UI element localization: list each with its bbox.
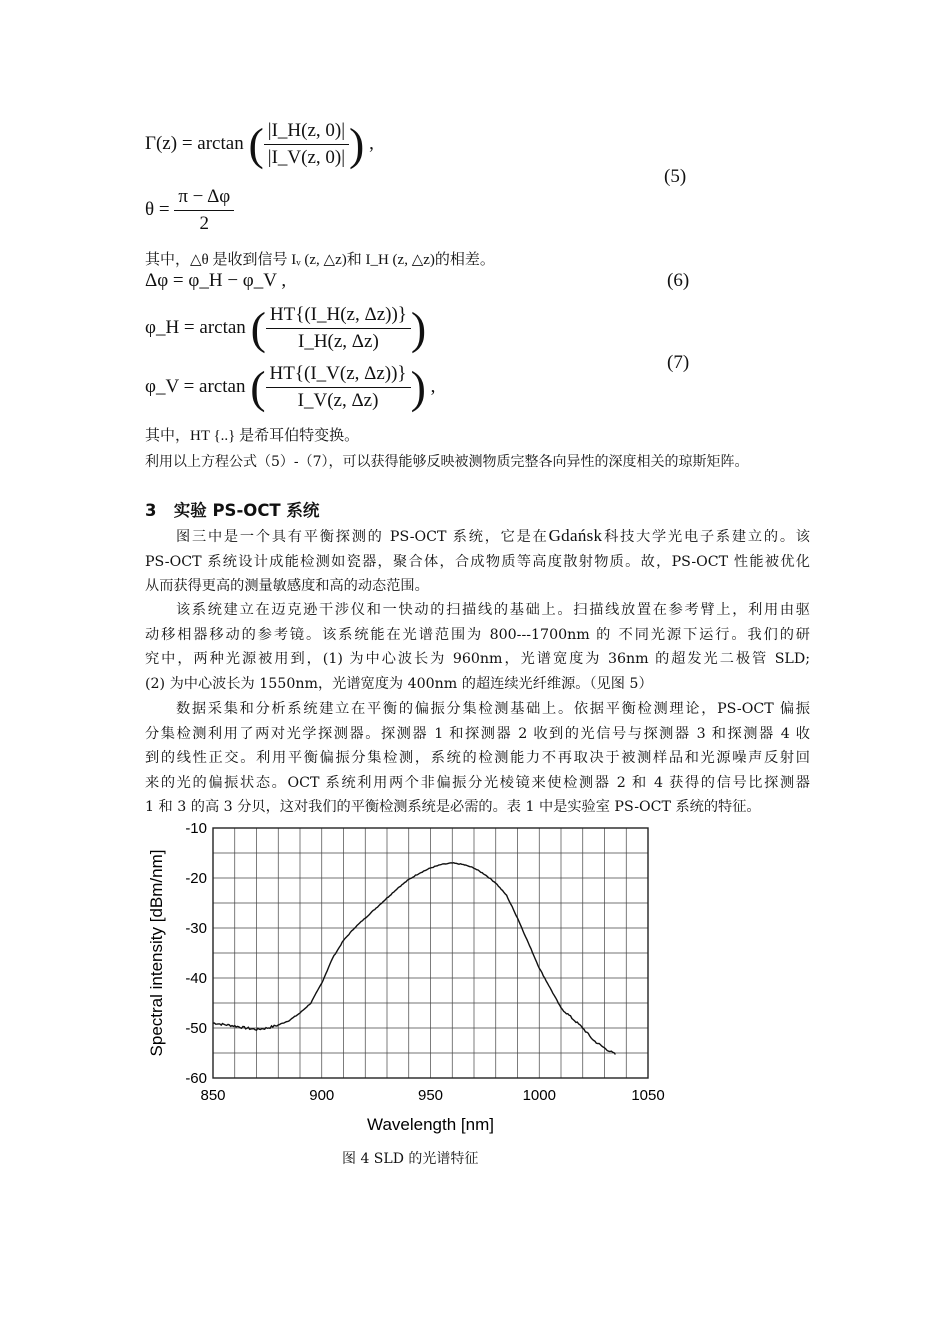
text-after-eq5: 其中，△θ 是收到信号 Iᵥ (z, △z)和 I_H (z, △z)的相差。 (145, 252, 495, 268)
eq7-h-numerator: HT{(I_H(z, Δz))} (266, 304, 411, 329)
right-paren: ) (410, 302, 427, 354)
y-tick-label: -20 (185, 870, 207, 887)
equation-5-gamma (145, 120, 374, 169)
eq5-theta-denominator: 2 (199, 213, 210, 234)
y-tick-label: -40 (185, 970, 207, 987)
x-tick-label: 1050 (631, 1087, 665, 1104)
gdansk-text: Gdańsk (548, 526, 603, 545)
paragraph-1 (145, 524, 810, 599)
section-heading (145, 497, 319, 521)
right-paren: ) (410, 361, 426, 413)
left-paren: ( (250, 302, 266, 354)
paragraph-line: (2) 为中心波长为 1550nm，光谱宽度为 400nm 的超连续光纤维源。（见图 5） (145, 675, 653, 692)
eq5-gamma-lhs: Γ(z) = arctan (145, 132, 244, 154)
eq5-theta-numerator: π − Δφ (174, 186, 234, 211)
equation-5-number: (5) (664, 166, 687, 187)
paragraph-line: PS-OCT 系统设计成能检测如瓷器，聚合体，合成物质等高度散射物质。故，PS-OCT 性能被优化 (145, 553, 810, 570)
paragraph-line: 分集检测利用了两对光学探测器。探测器 1 和探测器 2 收到的光信号与探测器 3 和探测器 4 收 (145, 725, 810, 742)
eq5-comma: , (369, 132, 374, 154)
y-tick-label: -10 (185, 820, 207, 837)
x-tick-label: 900 (309, 1087, 335, 1104)
sld-spectrum-chart (140, 815, 680, 1145)
section-title: 实验 PS-OCT 系统 (173, 501, 320, 520)
right-paren: ) (349, 118, 365, 170)
paragraph-line: 图三中是一个具有平衡探测的 PS-OCT 系统，它是在Gdańsk科技大学光电子系建立的。该 (176, 526, 810, 545)
eq5-theta-fraction (174, 186, 234, 235)
equation-6: Δφ = φ_H − φ_V , (145, 270, 287, 291)
summary-text: 利用以上方程公式（5）-（7），可以获得能够反映被测物质完整各向异性的深度相关的琼斯矩阵。 (145, 454, 749, 470)
y-tick-label: -30 (185, 920, 207, 937)
equation-7-h (145, 304, 426, 353)
paragraph-line: 1 和 3 的高 3 分贝，这对我们的平衡检测系统是必需的。表 1 中是实验室 PS-OCT 系统的特征。 (145, 799, 761, 815)
eq5-theta-lhs: θ = (145, 198, 170, 220)
y-tick-label: -60 (185, 1070, 207, 1087)
y-axis-label: Spectral intensity [dBm/nm] (147, 849, 166, 1057)
chart-grid (213, 828, 648, 1078)
equation-7-number: (7) (667, 352, 690, 373)
x-axis-label: Wavelength [nm] (367, 1115, 494, 1134)
eq7-v-denominator: I_V(z, Δz) (297, 390, 379, 411)
eq5-gamma-denominator: |I_V(z, 0)| (267, 147, 346, 168)
figure-caption: 图 4 SLD 的光谱特征 (342, 1151, 479, 1167)
eq7-comma: , (430, 375, 436, 397)
text-after-eq7: 其中，HT {..} 是希耳伯特变换。 (145, 428, 360, 444)
eq7-h-lhs: φ_H = arctan (145, 316, 246, 338)
paragraph-3 (145, 697, 810, 820)
eq7-h-denominator: I_H(z, Δz) (298, 331, 379, 352)
equation-7-v (145, 363, 435, 412)
section-number: 3 (145, 501, 157, 520)
eq5-gamma-fraction (264, 120, 349, 169)
paragraph-line: 究中，两种光源被用到，(1) 为中心波长为 960nm，光谱宽度为 36nm 的超发光二极管 SLD; (145, 651, 810, 667)
eq5-gamma-numerator: |I_H(z, 0)| (264, 120, 349, 145)
equation-6-number: (6) (667, 270, 690, 291)
left-paren: ( (250, 361, 266, 413)
paragraph-line: 动移相器移动的参考镜。该系统能在光谱范围为 800---1700nm 的 不同光源下运行。我们的研 (145, 626, 810, 643)
x-tick-label: 950 (417, 1087, 444, 1104)
eq7-v-numerator: HT{(I_V(z, Δz))} (266, 363, 411, 388)
y-tick-label: -50 (185, 1020, 207, 1037)
eq7-v-lhs: φ_V = arctan (145, 375, 246, 397)
paragraph-line: 该系统建立在迈克逊干涉仪和一快动的扫描线的基础上。扫描线放置在参考臂上，利用由驱 (176, 602, 810, 618)
paragraph-line: 数据采集和分析系统建立在平衡的偏振分集检测基础上。依据平衡检测理论，PS-OCT 偏振 (176, 701, 810, 717)
left-paren: ( (248, 118, 264, 170)
equation-5-theta (145, 186, 234, 235)
paragraph-line: 到的线性正交。利用平衡偏振分集检测，系统的检测能力不再取决于被测样品和光源噪声反射回 (145, 750, 810, 766)
eq7-h-fraction (266, 304, 411, 353)
series-line-sld (213, 863, 615, 1055)
paragraph-line: 来的光的偏振状态。OCT 系统利用两个非偏振分光棱镜来使检测器 2 和 4 获得的信号比探测器 (145, 774, 810, 791)
eq7-v-fraction (266, 363, 411, 412)
x-tick-label: 850 (200, 1087, 226, 1104)
chart-ticks (185, 820, 664, 1104)
paragraph-2 (145, 598, 810, 696)
paragraph-line: 从而获得更高的测量敏感度和高的动态范围。 (145, 578, 429, 594)
x-tick-label: 1000 (522, 1087, 556, 1104)
